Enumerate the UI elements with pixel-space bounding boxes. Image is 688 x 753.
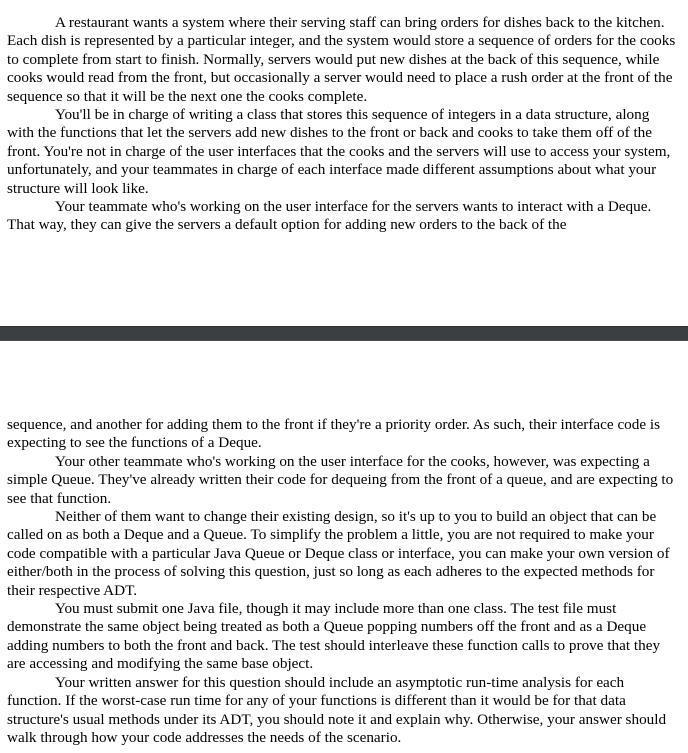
paragraph-your-responsibility: You'll be in charge of writing a class that stores this sequence of integers in a data structure, along with the functions that let the servers add new dishes to the front or back and cooks to take them off of the front. You're not in charge of the user interfaces that the cooks and the servers will use to access your system, unfortunately, and your teammates in charge of each interface made different assumptions about what your structure will look like. <box>7 106 671 197</box>
page-2-text <box>7 416 677 747</box>
document-page-1 <box>0 0 688 326</box>
paragraph-build-object: Neither of them want to change their existing design, so it's up to you to build an object that can be called on as both a Deque and a Queue. To simplify the problem a little, you are not required to make your code compatible with a particular Java Queue or Deque class or interface, you can make your own version of either/both in the process of solving this question, just so long as each adheres to the expected methods for their respective ADT. <box>7 508 670 599</box>
page-1-text <box>7 14 677 235</box>
page-break-divider <box>0 326 688 341</box>
paragraph-servers-continuation: sequence, and another for adding them to the front if they're a priority order. As such, their interface code is expecting to see the functions of a Deque. <box>7 416 661 452</box>
paragraph-scenario-intro: A restaurant wants a system where their serving staff can bring orders for dishes back to the kitchen. Each dish is represented by a particular integer, and the system would store a sequence of orders for the cooks to complete from start to finish. Normally, servers would put new dishes at the back of this sequence, while cooks would read from the front, but occasionally a server would need to place a rush order at the front of the sequence so that it will be the next one the cooks complete. <box>7 14 676 105</box>
paragraph-cooks-teammate: Your other teammate who's working on the user interface for the cooks, however, was expecting a simple Queue. They've already written their code for dequeing from the front of a queue, and are expecting to see that function. <box>7 452 674 507</box>
paragraph-servers-teammate: Your teammate who's working on the user interface for the servers wants to interact with a Deque. That way, they can give the servers a default option for adding new orders to the back of the <box>7 198 652 234</box>
document-page-2 <box>0 341 688 753</box>
paragraph-written-answer: Your written answer for this question should include an asymptotic run-time analysis for each function. If the worst-case run time for any of your functions is different than it would be for that data structure's usual methods under its ADT, you should note it and explain why. Otherwise, your answer should walk through how your code addresses the needs of the scenario. <box>7 673 667 746</box>
paragraph-submission-requirements: You must submit one Java file, though it may include more than one class. The test file must demonstrate the same object being treated as both a Queue popping numbers off the front and as a Deque adding numbers to both the front and back. The test should interleave these function calls to prove that they are accessing and modifying the same base object. <box>7 600 661 673</box>
